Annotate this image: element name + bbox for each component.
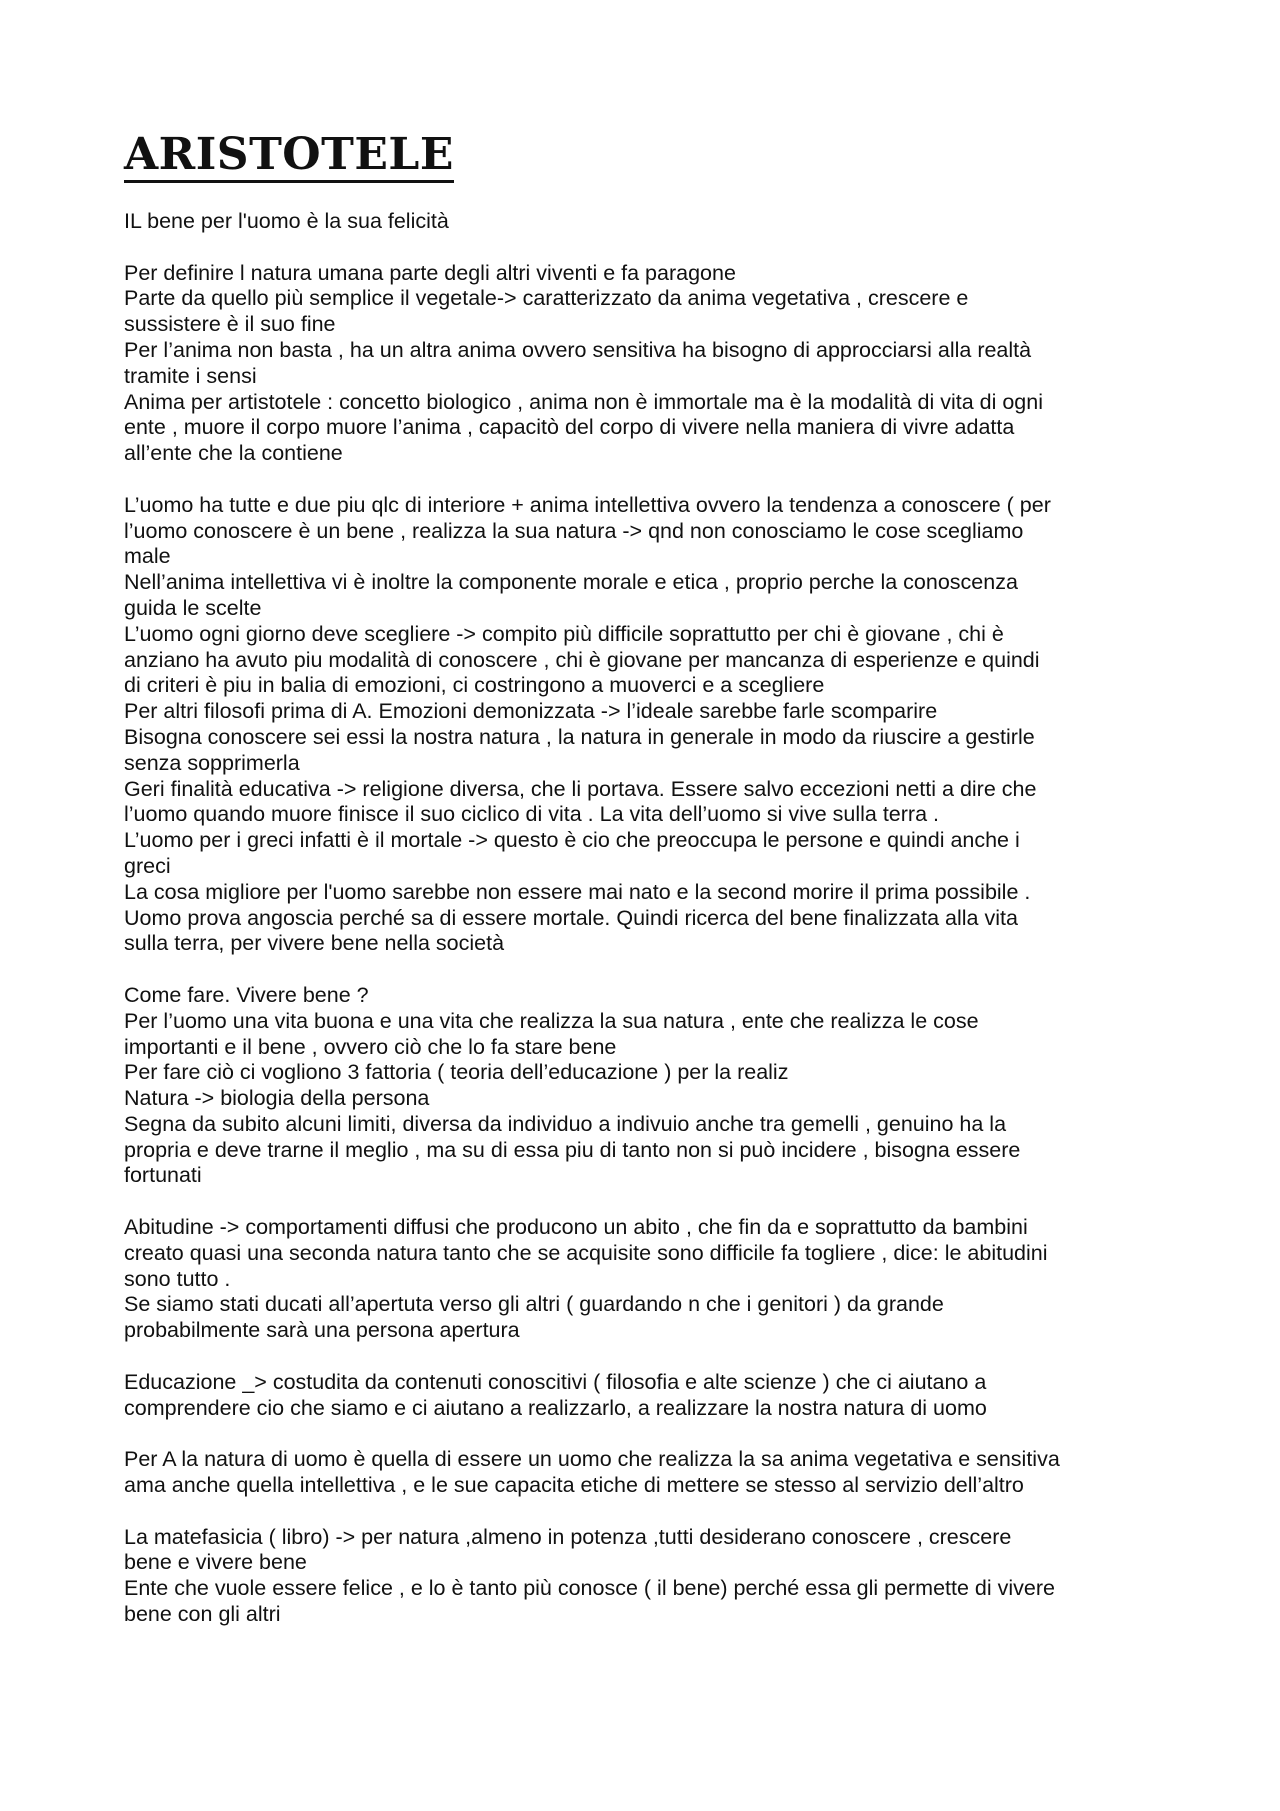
paragraph bbox=[124, 1525, 1174, 1628]
text-line: Segna da subito alcuni limiti, diversa da individuo a indivuio anche tra gemelli , genuino ha la bbox=[124, 1111, 1007, 1136]
text-line: Per definire l natura umana parte degli altri viventi e fa paragone bbox=[124, 260, 736, 285]
text-line: Geri finalità educativa -> religione diversa, che li portava. Essere salvo eccezioni netti a dire che bbox=[124, 776, 1037, 801]
text-line: Per l’anima non basta , ha un altra anima ovvero sensitiva ha bisogno di approcciarsi alla realtà bbox=[124, 337, 1032, 362]
text-line: Se siamo stati ducati all’apertuta verso gli altri ( guardando n che i genitori ) da grande bbox=[124, 1292, 944, 1317]
text-line: Nell’anima intellettiva vi è inoltre la componente morale e etica , proprio perche la conoscenza bbox=[124, 570, 1018, 595]
text-line: guida le scelte bbox=[124, 595, 262, 620]
text-line: Anima per artistotele : concetto biologico , anima non è immortale ma è la modalità di vita di ogni bbox=[124, 389, 1043, 414]
text-line: La matefasicia ( libro) -> per natura ,almeno in potenza ,tutti desiderano conoscere , crescere bbox=[124, 1524, 1012, 1549]
text-line: anziano ha avuto piu modalità di conoscere , chi è giovane per mancanza di esperienze e quindi bbox=[124, 647, 1040, 672]
text-line: male bbox=[124, 544, 171, 569]
text-line: l’uomo conoscere è un bene , realizza la sua natura -> qnd non conosciamo le cose scegliamo bbox=[124, 518, 1024, 543]
text-line: ente , muore il corpo muore l’anima , capacitò del corpo di vivere nella maniera di vivre adatta bbox=[124, 415, 1015, 440]
text-line: Per A la natura di uomo è quella di essere un uomo che realizza la sa anima vegetativa e sensitiva bbox=[124, 1447, 1060, 1472]
text-line: Educazione _> costudita da contenuti conoscitivi ( filosofia e alte scienze ) che ci aiutano a bbox=[124, 1369, 987, 1394]
text-line: bene con gli altri bbox=[124, 1602, 281, 1627]
document-body bbox=[124, 209, 1174, 1628]
text-line: ama anche quella intellettiva , e le sue capacita etiche di mettere se stesso al servizio dell’altro bbox=[124, 1473, 1024, 1498]
text-line: sulla terra, per vivere bene nella società bbox=[124, 931, 505, 956]
text-line: Per fare ciò ci vogliono 3 fattoria ( teoria dell’educazione ) per la realiz bbox=[124, 1060, 789, 1085]
text-line: Come fare. Vivere bene ? bbox=[124, 982, 369, 1007]
text-line: senza sopprimerla bbox=[124, 750, 300, 775]
paragraph bbox=[124, 493, 1174, 957]
text-line: Per altri filosofi prima di A. Emozioni demonizzata -> l’ideale sarebbe farle scomparire bbox=[124, 699, 938, 724]
text-line: Bisogna conoscere sei essi la nostra natura , la natura in generale in modo da riuscire a gestirle bbox=[124, 724, 1035, 749]
text-line: l’uomo quando muore finisce il suo ciclico di vita . La vita dell’uomo si vive sulla terra . bbox=[124, 802, 939, 827]
text-line: comprendere cio che siamo e ci aiutano a realizzarlo, a realizzare la nostra natura di uomo bbox=[124, 1395, 987, 1420]
document-title: ARISTOTELE bbox=[124, 130, 454, 183]
text-line: La cosa migliore per l'uomo sarebbe non essere mai nato e la second morire il prima possibile . bbox=[124, 879, 1031, 904]
text-line: sussistere è il suo fine bbox=[124, 312, 336, 337]
paragraph bbox=[124, 1447, 1174, 1499]
text-line: probabilmente sarà una persona apertura bbox=[124, 1318, 520, 1343]
text-line: greci bbox=[124, 853, 171, 878]
text-line: fortunati bbox=[124, 1163, 202, 1188]
text-line: importanti e il bene , ovvero ciò che lo fa stare bene bbox=[124, 1034, 617, 1059]
text-line: Per l’uomo una vita buona e una vita che realizza la sua natura , ente che realizza le cose bbox=[124, 1008, 979, 1033]
paragraph bbox=[124, 983, 1174, 1189]
text-line: bene e vivere bene bbox=[124, 1550, 307, 1575]
text-line: di criteri è piu in balia di emozioni, ci costringono a muoverci e a scegliere bbox=[124, 673, 825, 698]
text-line: L’uomo per i greci infatti è il mortale -> questo è cio che preoccupa le persone e quindi anche i bbox=[124, 828, 1020, 853]
text-line: propria e deve trarne il meglio , ma su di essa piu di tanto non si può incidere , bisogna essere bbox=[124, 1137, 1021, 1162]
text-line: creato quasi una seconda natura tanto che se acquisite sono difficile fa togliere , dice: le abitudini bbox=[124, 1240, 1048, 1265]
text-line: all’ente che la contiene bbox=[124, 441, 343, 466]
paragraph bbox=[124, 209, 1174, 235]
text-line: L’uomo ogni giorno deve scegliere -> compito più difficile soprattutto per chi è giovane , chi è bbox=[124, 621, 1004, 646]
text-line: Natura -> biologia della persona bbox=[124, 1086, 430, 1111]
paragraph bbox=[124, 261, 1174, 467]
text-line: sono tutto . bbox=[124, 1266, 231, 1291]
text-line: Parte da quello più semplice il vegetale-> caratterizzato da anima vegetativa , crescere e bbox=[124, 286, 969, 311]
text-line: L’uomo ha tutte e due piu qlc di interiore + anima intellettiva ovvero la tendenza a conoscere ( per bbox=[124, 492, 1051, 517]
text-line: IL bene per l'uomo è la sua felicità bbox=[124, 209, 449, 233]
text-line: Ente che vuole essere felice , e lo è tanto più conosce ( il bene) perché essa gli permette di vivere bbox=[124, 1576, 1055, 1601]
paragraph bbox=[124, 1370, 1174, 1422]
paragraph bbox=[124, 1215, 1174, 1344]
text-line: Uomo prova angoscia perché sa di essere mortale. Quindi ricerca del bene finalizzata alla vita bbox=[124, 905, 1018, 930]
text-line: Abitudine -> comportamenti diffusi che producono un abito , che fin da e soprattutto da bambini bbox=[124, 1215, 1028, 1240]
text-line: tramite i sensi bbox=[124, 363, 257, 388]
document-page bbox=[124, 130, 1174, 1654]
